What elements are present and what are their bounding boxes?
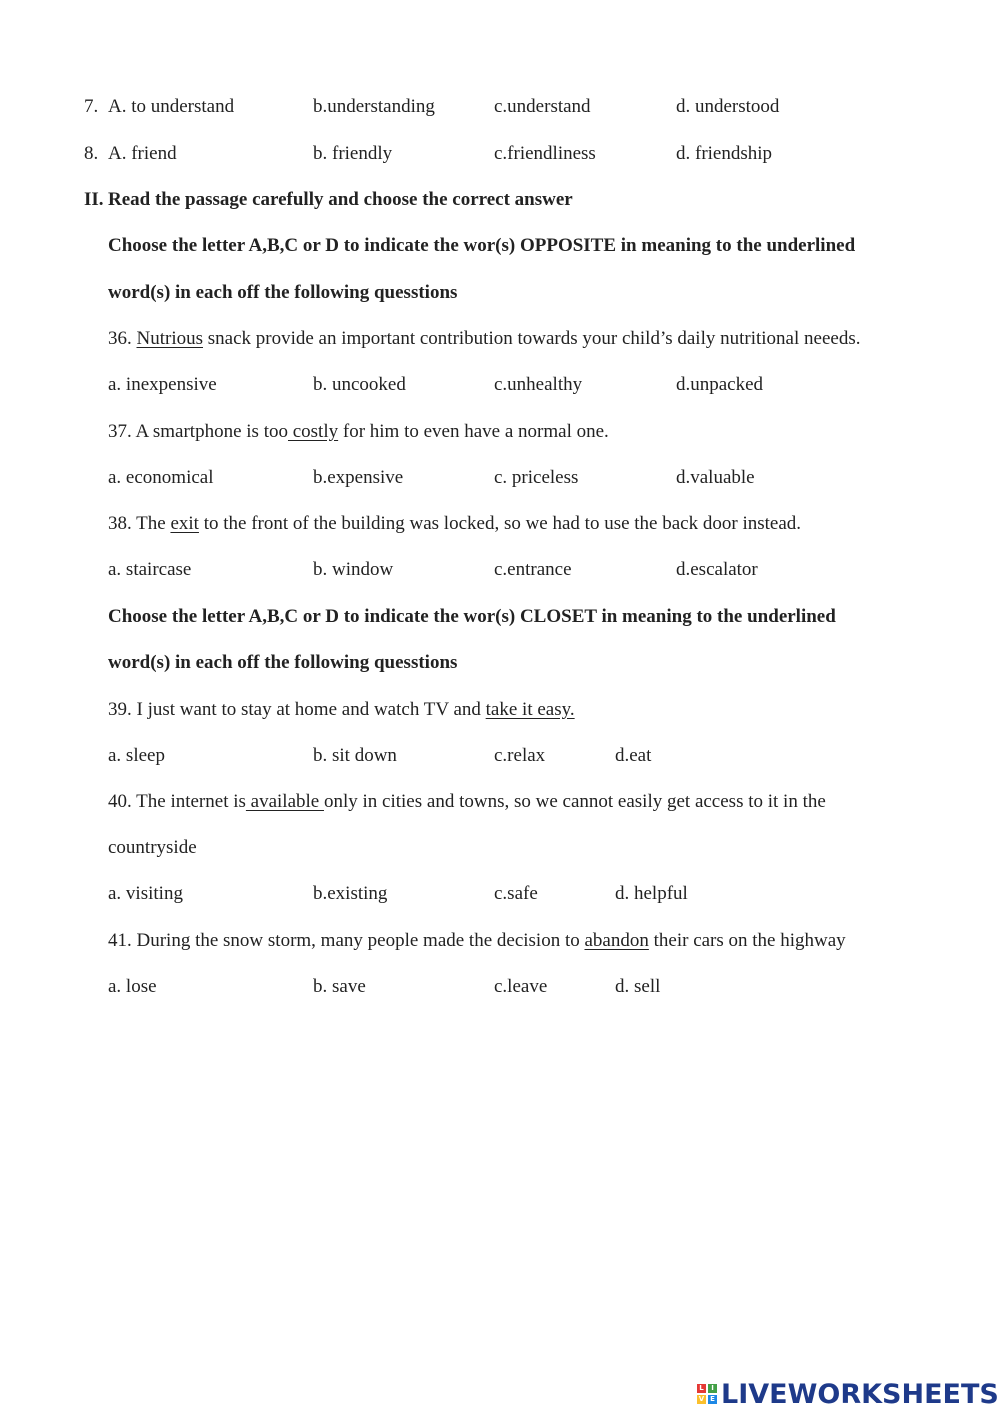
option-c[interactable]: c.safe (494, 883, 538, 904)
question-prefix: 39. I just want to stay at home and watch TV and (108, 699, 486, 720)
logo-mark-l: L (697, 1384, 706, 1393)
question-text (108, 789, 826, 815)
option-b[interactable]: b.existing (313, 883, 388, 904)
question-prefix: 36. (108, 328, 137, 349)
underlined-word: abandon (584, 930, 649, 951)
question-text (108, 928, 846, 954)
question-rest: only in cities and towns, so we cannot easily get access to it in the (323, 791, 826, 812)
question-text (108, 697, 575, 723)
logo-mark-i: I (708, 1384, 717, 1393)
question-text (108, 511, 801, 537)
question-rest: for him to even have a normal one. (338, 421, 609, 442)
option-d[interactable]: d. sell (615, 976, 661, 997)
option-a[interactable]: a. visiting (108, 883, 183, 904)
option-a[interactable]: a. economical (108, 467, 214, 488)
option-b[interactable]: b. uncooked (313, 374, 406, 395)
option-c[interactable]: c.friendliness (494, 143, 596, 164)
question-text (108, 419, 609, 445)
option-a[interactable]: a. sleep (108, 745, 165, 766)
section-number: II. (84, 189, 104, 210)
question-number: 8. (84, 143, 99, 164)
question-prefix: 40. The internet is (108, 791, 246, 812)
logo-text: LIVEWORKSHEETS (721, 1378, 999, 1410)
option-c[interactable]: c.entrance (494, 559, 572, 580)
option-a[interactable]: a. lose (108, 976, 157, 997)
logo-mark-icon (697, 1384, 717, 1404)
instruction-text: Choose the letter A,B,C or D to indicate the wor(s) OPPOSITE in meaning to the underlined (108, 235, 856, 256)
instruction-text: word(s) in each off the following quesstions (108, 652, 458, 673)
question-rest: to the front of the building was locked, so we had to use the back door instead. (198, 513, 802, 534)
question-prefix: 41. During the snow storm, many people made the decision to (108, 930, 585, 951)
option-b[interactable]: b. sit down (313, 745, 397, 766)
question-text (108, 326, 860, 352)
question-prefix: 37. A smartphone is too (108, 421, 288, 442)
question-rest: their cars on the highway (648, 930, 846, 951)
underlined-word: costly (287, 421, 339, 442)
option-c[interactable]: c.unhealthy (494, 374, 583, 395)
underlined-word: exit (170, 513, 199, 534)
option-a[interactable]: a. inexpensive (108, 374, 217, 395)
option-d[interactable]: d.unpacked (676, 374, 764, 395)
option-d[interactable]: d. friendship (676, 143, 773, 164)
option-a[interactable]: A. friend (108, 143, 177, 164)
option-b[interactable]: b.expensive (313, 467, 404, 488)
instruction-text: word(s) in each off the following quesstions (108, 282, 458, 303)
section-title: Read the passage carefully and choose the correct answer (108, 189, 573, 210)
underlined-word: take it easy. (485, 699, 575, 720)
option-b[interactable]: b. window (313, 559, 394, 580)
option-b[interactable]: b. friendly (313, 143, 393, 164)
logo-mark-v: V (698, 1395, 705, 1403)
question-prefix: 38. The (108, 513, 171, 534)
option-c[interactable]: c.understand (494, 96, 591, 117)
instruction-text: Choose the letter A,B,C or D to indicate the wor(s) CLOSET in meaning to the underlined (108, 606, 836, 627)
option-a[interactable]: A. to understand (108, 96, 235, 117)
liveworksheets-logo (697, 1378, 999, 1410)
option-d[interactable]: d. understood (676, 96, 780, 117)
option-d[interactable]: d.escalator (676, 559, 758, 580)
option-a[interactable]: a. staircase (108, 559, 192, 580)
option-c[interactable]: c. priceless (494, 467, 579, 488)
underlined-word: Nutrious (136, 328, 203, 349)
question-continuation: countryside (108, 837, 197, 858)
option-d[interactable]: d. helpful (615, 883, 688, 904)
underlined-word: available (245, 791, 324, 812)
option-b[interactable]: b.understanding (313, 96, 435, 117)
question-number: 7. (84, 96, 99, 117)
option-c[interactable]: c.leave (494, 976, 548, 997)
question-rest: snack provide an important contribution towards your child’s daily nutritional neeeds. (203, 328, 861, 349)
logo-mark-e: E (708, 1395, 717, 1404)
option-c[interactable]: c.relax (494, 745, 546, 766)
option-d[interactable]: d.eat (615, 745, 652, 766)
option-b[interactable]: b. save (313, 976, 366, 997)
option-d[interactable]: d.valuable (676, 467, 755, 488)
